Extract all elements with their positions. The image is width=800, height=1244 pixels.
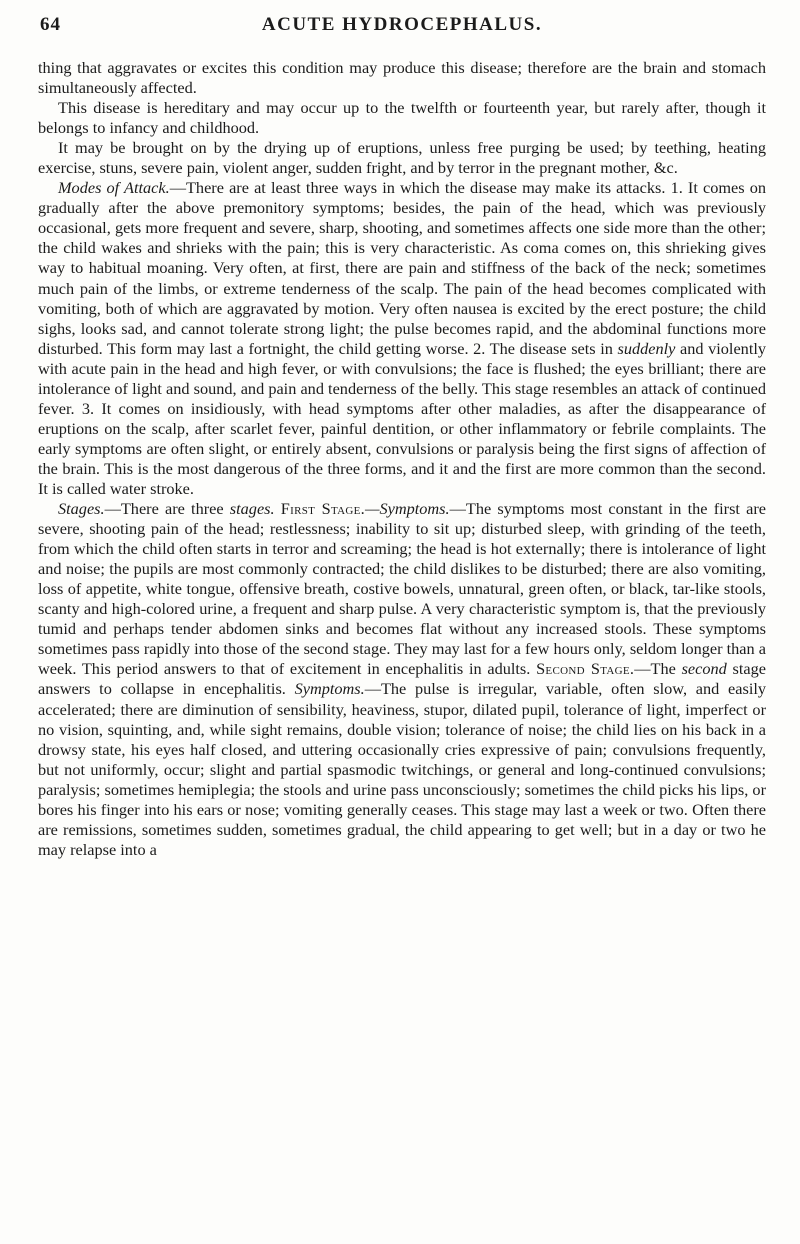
first-stage-body: —The symptoms most constant in the first are severe, shooting pain of the head; restlessness; inability to sit up; disturbed sleep, with grinding of the teeth, from which the child often starts in terror and screaming; the head is hot externally; there is intolerance of light and noise; the pupils are most commonly contracted; the child dislikes to be disturbed; there are also vomiting, loss of appetite, white tongue, offensive breath, costive bowels, unnatural, green often, or black, tar-like stools, scanty and high-colored urine, a frequent and sharp pulse. A very characteristic symptom is, that the previously tumid and perhaps tender abdomen sinks and becomes flat without any increased stools. These symptoms sometimes pass rapidly into those of the second stage. They may last for a few hours only, seldom longer than a week. This period answers to that of excitement in encephalitis in adults.: [38, 499, 766, 679]
second-stage-symptoms-label: Symptoms.: [294, 679, 365, 699]
stages-intro: —There are three: [104, 499, 230, 519]
suddenly-emphasis: suddenly: [617, 338, 676, 358]
first-stage-symptoms-label: —Symptoms.: [365, 499, 450, 519]
paragraph-continuation: thing that aggravates or excites this condition may produce this disease; therefore are the brain and stomach simultaneously affected.: [38, 58, 766, 98]
paragraph-causes: It may be brought on by the drying up of eruptions, unless free purging be used; by teething, heating exercise, stuns, severe pain, violent anger, sudden fright, and by terror in the pregnant mother, &c.: [38, 138, 766, 178]
second-stage-body: stage answers to collapse in encephalitis.: [38, 659, 766, 699]
second-italic: second: [681, 659, 727, 679]
paragraph-stages: [38, 499, 766, 860]
first-stage-label: First Stage.: [280, 499, 366, 519]
second-stage-symptoms-body: —The pulse is irregular, variable, often slow, and easily accelerated; there are diminution of sensibility, heaviness, stupor, dilated pupil, tolerance of light, imperfect or no vision, squinting, and, while sight remains, double vision; tolerance of noise; the child lies on his back in a drowsy state, his eyes half closed, and uttering occasionally cries expressive of pain; convulsions frequently, but not uniformly, occur; slight and partial spasmodic twitchings, or general and long-continued convulsions; paralysis; sometimes hemiplegia; the stools and urine pass unconsciously; sometimes the child picks his lips, or bores his finger into his ears or nose; vomiting generally ceases. This stage may last a week or two. Often there are remissions, sometimes sudden, sometimes gradual, the child appearing to get well; but in a day or two he may relapse into a: [38, 679, 767, 859]
stages-heading: Stages.: [58, 499, 105, 519]
body-text: [38, 58, 766, 860]
paragraph-heredity: This disease is hereditary and may occur up to the twelfth or fourteenth year, but rarely after, though it belongs to infancy and childhood.: [38, 98, 766, 138]
page-number: 64: [40, 14, 61, 35]
running-title: ACUTE HYDROCEPHALUS.: [261, 14, 543, 35]
stages-italic: stages.: [229, 499, 275, 519]
second-stage-label: Second Stage.: [536, 659, 635, 679]
modes-of-attack-body-2: and violently with acute pain in the head and high fever, or with convulsions; the face is flushed; the eyes brilliant; there are intolerance of light and sound, and pain and tenderness of the belly. This stage resembles an attack of continued fever. 3. It comes on insidiously, with head symptoms after other maladies, as after the disappearance of eruptions on the scalp, after scarlet fever, painful dentition, or other inflammatory or febrile complaints. The early symptoms are often slight, or entirely absent, convulsions or paralysis being the first signs of affection of the brain. This is the most dangerous of the three forms, and it and the first are more common than the second. It is called water stroke.: [38, 338, 767, 498]
paragraph-modes-of-attack: [38, 178, 766, 499]
second-stage-intro: —The: [634, 659, 682, 679]
modes-of-attack-body: —There are at least three ways in which the disease may make its attacks. 1. It comes on gradually after the above premonitory symptoms; besides, the pain of the head, which was previously occasional, gets more frequent and severe, sharp, shooting, and sometimes affects one side more than the other; the child wakes and shrieks with the pain; this is very characteristic. As coma comes on, this shrieking gives way to habitual moaning. Very often, at first, there are pain and stiffness of the back of the neck; sometimes much pain of the limbs, or extreme tenderness of the scalp. The pain of the head becomes complicated with vomiting, both of which are aggravated by motion. Very often nausea is excited by the erect posture; the child sighs, looks sad, and cannot tolerate strong light; the pulse becomes rapid, and the abdominal functions more disturbed. This form may last a fortnight, the child getting worse. 2. The disease sets in: [38, 178, 766, 358]
page-header: [38, 8, 766, 48]
modes-of-attack-heading: Modes of Attack.: [58, 178, 170, 198]
